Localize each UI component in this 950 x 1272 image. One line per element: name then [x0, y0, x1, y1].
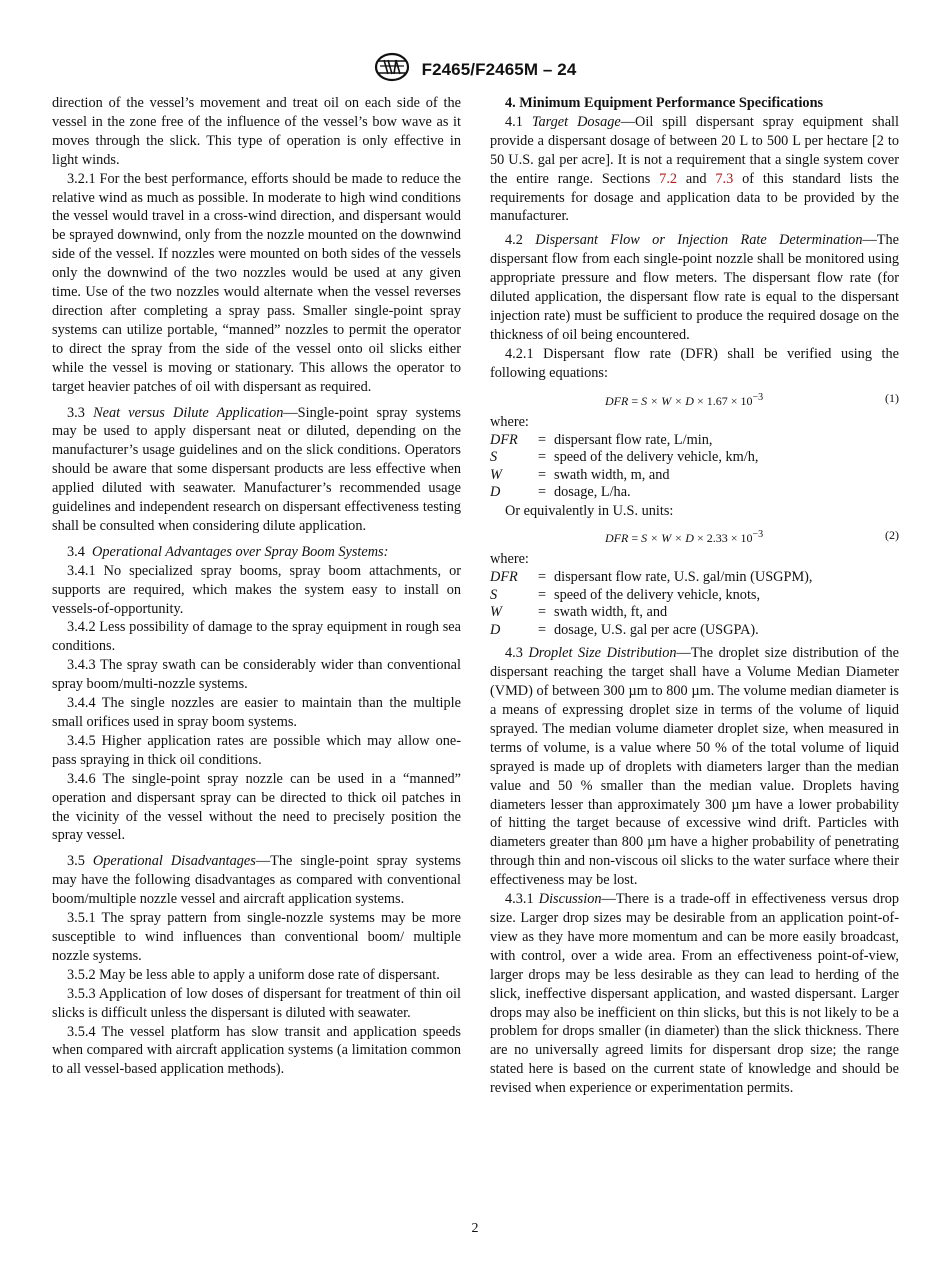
definition-list-2 [490, 569, 899, 639]
definition-symbol: S [490, 586, 498, 603]
section-text: —The dispersant flow from each single-point nozzle shall be monitored using appropriate pressure and flow meters. The dispersant flow rate (for diluted application, the dispersant flow rate is equal to the dispersant injection rate) must be sufficient to produce the required dosage on the thickness of oil being encountered. [490, 232, 899, 343]
equation-expression: DFR = $S \times W \times D \times 1.67 \times 10^{-3}$ [605, 391, 764, 408]
paragraph-4-1 [490, 113, 899, 226]
paragraph-3-4-5: 3.4.5 Higher application rates are possible which may allow one-pass spraying in thick oil conditions. [52, 732, 461, 768]
definition-row [490, 467, 899, 485]
definition-text: swath width, ft, and [554, 604, 668, 621]
astm-logo-icon [374, 52, 410, 87]
link-section-7-3[interactable]: 7.3 [715, 170, 734, 187]
section-text: —Oil spill dispersant spray equipment shall provide a dispersant dosage of between 20 L to 500 L per hectare [2 to 50 U.S. gal per acre]. It is not a requirement that a single system cover the entire range. Sections [490, 113, 899, 187]
section-number: 3.3 [67, 404, 85, 421]
definition-equals: = [538, 621, 547, 638]
section-title: Droplet Size Distribution [528, 645, 677, 662]
section-title: Operational Advantages over Spray Boom Systems: [92, 543, 389, 560]
equation-factor: 2.33 × 10 [706, 531, 753, 546]
conjunction: and [677, 170, 716, 187]
section-text: —The droplet size distribution of the dispersant reaching the target shall have a Volume Median Diameter (VMD) of between 300 µm to 800 µm. The volume median diameter is a means of expressing droplet size in terms of the volume of liquid sprayed. The median volume diameter droplet size, when measured in terms of volume, is a value where 50 % of the total volume of liquid sprayed is made up of droplets with diameters larger than the median value and 50 % smaller than the median value. Droplets having diameters lesser than approximately 300 µm have a lower probability of hitting the target because of excessive wind drift. Particles with diameters greater than 800 µm have a higher probability of penetrating through thin and non-viscous oil slicks to the water surface where their effectiveness may be lost. [490, 645, 900, 889]
equation-1 [490, 387, 899, 409]
paragraph-3-4-2: 3.4.2 Less possibility of damage to the spray equipment in rough sea conditions. [52, 619, 461, 655]
definition-row [490, 449, 899, 467]
definition-row [490, 622, 899, 640]
paragraph-4-2-1: 4.2.1 Dispersant flow rate (DFR) shall be verified using the following equations: [490, 345, 899, 381]
section-number: 3.4 [67, 543, 85, 560]
paragraph-3-4-1: 3.4.1 No specialized spray booms, spray boom attachments, or supports are required, which makes the system easy to install on vessels-of-opportunity. [52, 562, 461, 617]
paragraph-3-5 [52, 852, 461, 909]
equation-exponent: −3 [752, 529, 764, 541]
definition-text: dispersant flow rate, L/min, [554, 431, 713, 448]
equation-vars: S × W × D [641, 531, 694, 546]
definition-symbol: D [490, 621, 501, 638]
paragraph-3-5-3: 3.5.3 Application of low doses of dispersant for treatment of thin oil slicks is difficult unless the dispersant is diluted with seawater. [52, 985, 461, 1021]
section-number: 4.2 [505, 232, 523, 249]
paragraph-3-5-4: 3.5.4 The vessel platform has slow transit and application speeds when compared with aircraft application systems (a limitation common to all vessel-based application methods). [52, 1023, 461, 1078]
definition-row [490, 587, 899, 605]
definition-row [490, 432, 899, 450]
paragraph-3-2-1: 3.2.1 For the best performance, efforts should be made to reduce the relative wind as much as possible. In moderate to high wind conditions the vessel would travel in a cross-wind direction, and dispersant would be sprayed downwind, only from the nozzle mounted on the downwind side of the vessel. If nozzles were mounted on both sides of the vessels only the downwind of the two nozzles would be used at any given time. Use of the two nozzles would alternate when the vessel reverses direction after completing a spray pass. Smaller single-point spray systems can utilize portable, “manned” nozzles to permit the operator to direct the spray from the side of the vessel onto oil slicks either while the vessel is moving or stationary. This allows the operator to target heavier patches of oil with dispersant as required. [52, 170, 461, 395]
definition-symbol: DFR [490, 569, 518, 586]
equation-lhs: DFR [605, 531, 629, 546]
definition-equals: = [538, 604, 547, 621]
equation-factor: 1.67 × 10 [706, 393, 753, 408]
paragraph-3-4-3: 3.4.3 The spray swath can be considerably wider than conventional spray boom/multi-nozzle systems. [52, 657, 461, 693]
definition-text: dosage, L/ha. [554, 484, 631, 500]
paragraph-4-3 [490, 644, 899, 890]
section-text: —The single-point spray systems may have the following disadvantages as compared with conventional boom/multiple nozzle vessel and aircraft application systems. [52, 853, 461, 908]
definition-row [490, 569, 899, 587]
paragraph-3-3 [52, 404, 461, 536]
definition-list-1 [490, 432, 899, 502]
definition-equals: = [538, 466, 547, 483]
equation-lhs: DFR [605, 393, 629, 408]
paragraph-3-4 [52, 543, 461, 562]
definition-row [490, 604, 899, 622]
right-column [490, 94, 899, 1098]
section-text: of this standard lists the requirements for dosage and application data to be provided by the manufacturer. [490, 170, 899, 225]
section-title: Target Dosage [531, 113, 621, 130]
left-column [52, 94, 461, 1079]
definition-symbol: DFR [490, 431, 518, 448]
definition-equals: = [538, 449, 547, 465]
definition-symbol: D [490, 484, 501, 500]
definition-equals: = [538, 431, 547, 448]
paragraph-4-3-1 [490, 890, 899, 1098]
definition-text: speed of the delivery vehicle, km/h, [554, 449, 759, 465]
equation-number: (2) [885, 528, 899, 543]
definition-equals: = [538, 569, 547, 586]
section-number: 3.5 [67, 853, 85, 870]
definition-equals: = [538, 586, 547, 603]
equation-number: (1) [885, 390, 899, 405]
section-title: Dispersant Flow or Injection Rate Determination [535, 232, 863, 249]
definition-text: speed of the delivery vehicle, knots, [554, 586, 761, 603]
section-number: 4.1 [505, 113, 523, 130]
equation-2 [490, 524, 899, 546]
where-label: where: [490, 551, 529, 568]
definition-equals: = [538, 484, 547, 500]
where-label: where: [490, 413, 529, 430]
link-section-7-2[interactable]: 7.2 [659, 170, 678, 187]
page-number: 2 [471, 1221, 479, 1236]
equation-exponent: −3 [752, 391, 764, 403]
section-title: Operational Disadvantages [92, 853, 256, 870]
section-4-title: 4. Minimum Equipment Performance Specifications [505, 95, 824, 111]
section-title: Discussion [538, 891, 602, 908]
paragraph-us-units: Or equivalently in U.S. units: [505, 502, 674, 519]
definition-symbol: S [490, 449, 498, 465]
paragraph: direction of the vessel’s movement and treat oil on each side of the vessel in the zone free of the influence of the vessel’s bow wave as it moves through the slick. This type of operation is only effective in light winds. [52, 95, 461, 168]
standard-designation: F2465/F2465M – 24 [421, 59, 577, 79]
definition-text: dosage, U.S. gal per acre (USGPA). [554, 621, 759, 638]
paragraph-4-2 [490, 231, 899, 344]
section-number: 4.3 [505, 645, 523, 662]
paragraph-3-4-6: 3.4.6 The single-point spray nozzle can be used in a “manned” operation and dispersant spray can be directed to thick oil patches in the vicinity of the vessel without the need to precisely position the spray vessel. [52, 770, 461, 844]
section-title: Neat versus Dilute Application [93, 404, 284, 421]
definition-text: swath width, m, and [554, 466, 670, 483]
definition-text: dispersant flow rate, U.S. gal/min (USGPM), [554, 569, 813, 586]
equation-expression: DFR = $S \times W \times D \times 2.33 \times 10^{-3}$ [605, 529, 764, 546]
section-number: 4.3.1 [505, 891, 534, 908]
definition-symbol: W [490, 466, 502, 483]
definition-symbol: W [490, 604, 502, 621]
paragraph-3-4-4: 3.4.4 The single nozzles are easier to maintain than the multiple small orifices used in spray boom systems. [52, 695, 461, 730]
page-header [0, 52, 950, 87]
paragraph-3-5-2: 3.5.2 May be less able to apply a uniform dose rate of dispersant. [67, 966, 440, 983]
paragraph-3-5-1: 3.5.1 The spray pattern from single-nozzle systems may be more susceptible to wind influences than conventional boom/ multiple nozzle systems. [52, 910, 461, 964]
section-text: —Single-point spray systems may be used to apply dispersant neat or diluted, depending on the manufacturer’s usage guidelines and on the slick conditions. Operators should be aware that some dispersant products are less effective when applied diluted with seawater. Manufacturer’s recommended usage guidelines and independent research on dispersant effectiveness testing shall be consulted when considering dilute application. [52, 404, 461, 534]
section-text: —There is a trade-off in effectiveness versus drop size. Larger drop sizes may be desirable from an application point-of-view as they have more momentum and can be more easily broadcast, with control, over a wide area. From an effectiveness point-of-view, larger drops may be less desirable as they can lead to herding of the slick, ineffective dispersant application, and wasted dispersant. Larger drops may also be inefficient on thin slicks, but this is not likely to be a problem for drops smaller (in diameter) than the slick thickness. There are no universally agreed limits for dispersant drop size; the range stated here is based on the current state of knowledge and should be revised when experience or experimentation permits. [490, 891, 900, 1097]
definition-row [490, 484, 899, 502]
equation-vars: S × W × D [641, 393, 694, 408]
